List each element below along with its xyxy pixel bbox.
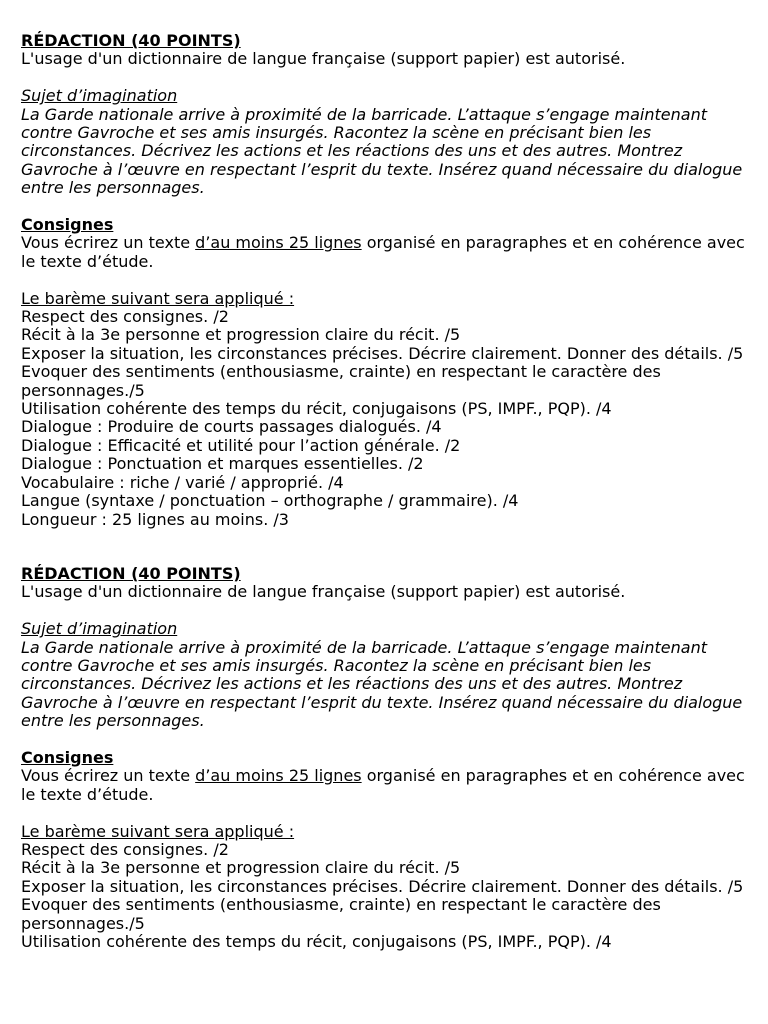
instructions-emphasis: d’au moins 25 lignes [195, 233, 362, 253]
criterion-item: Récit à la 3e personne et progression claire du récit. /5 [21, 858, 461, 878]
redaction-section-1 [21, 32, 748, 529]
criterion-item: Vocabulaire : riche / varié / approprié. /4 [21, 472, 344, 492]
instructions-text [21, 767, 748, 804]
criterion-item: Utilisation cohérente des temps du récit, conjugaisons (PS, IMPF., PQP). /4 [21, 399, 612, 419]
instructions-pre: Vous écrirez un texte [21, 766, 196, 786]
criterion-item: Dialogue : Ponctuation et marques essentielles. /2 [21, 454, 424, 474]
redaction-section-2 [21, 565, 748, 951]
instructions-pre: Vous écrirez un texte [21, 233, 196, 253]
criterion-item: Respect des consignes. /2 [21, 839, 229, 859]
criterion-item: Utilisation cohérente des temps du récit, conjugaisons (PS, IMPF., PQP). /4 [21, 932, 612, 951]
criterion-item: Exposer la situation, les circonstances précises. Décrire clairement. Donner des détails. /5 [21, 343, 744, 363]
grading-label: Le barème suivant sera appliqué : [21, 821, 295, 841]
dictionary-note: L'usage d'un dictionnaire de langue française (support papier) est autorisé. [21, 49, 626, 69]
criterion-item: Respect des consignes. /2 [21, 307, 229, 327]
instructions-emphasis: d’au moins 25 lignes [195, 766, 362, 786]
criteria-list [21, 308, 748, 529]
criterion-item: Récit à la 3e personne et progression claire du récit. /5 [21, 325, 461, 345]
criterion-item: Dialogue : Efficacité et utilité pour l’action générale. /2 [21, 435, 461, 455]
instructions-label: Consignes [21, 747, 114, 767]
instructions-label: Consignes [21, 215, 114, 235]
criterion-item: Longueur : 25 lignes au moins. /3 [21, 509, 289, 529]
section-title: RÉDACTION (40 POINTS) [21, 563, 241, 583]
instructions-post: organisé en paragraphes et en cohérence avec le texte d’étude. [21, 766, 745, 804]
grading-label: Le barème suivant sera appliqué : [21, 288, 295, 308]
section-title: RÉDACTION (40 POINTS) [21, 31, 241, 50]
instructions-post: organisé en paragraphes et en cohérence avec le texte d’étude. [21, 233, 745, 271]
subject-text: La Garde nationale arrive à proximité de la barricade. L’attaque s’engage maintenant contre Gavroche et ses amis insurgés. Racontez la scène en précisant bien les circonstances. Décrivez les actions et les réactions des uns et des autres. Montrez Gavroche à l’œuvre en respectant l’esprit du texte. Insérez quand nécessaire du dialogue entre les personnages. [21, 104, 743, 198]
instructions-text [21, 234, 748, 271]
dictionary-note: L'usage d'un dictionnaire de langue française (support papier) est autorisé. [21, 582, 626, 602]
criterion-item: Langue (syntaxe / ponctuation – orthographe / grammaire). /4 [21, 491, 519, 511]
subject-label: Sujet d’imagination [21, 619, 178, 639]
criterion-item: Evoquer des sentiments (enthousiasme, crainte) en respectant le caractère des personnages./5 [21, 362, 661, 400]
subject-text: La Garde nationale arrive à proximité de la barricade. L’attaque s’engage maintenant contre Gavroche et ses amis insurgés. Racontez la scène en précisant bien les circonstances. Décrivez les actions et les réactions des uns et des autres. Montrez Gavroche à l’œuvre en respectant l’esprit du texte. Insérez quand nécessaire du dialogue entre les personnages. [21, 637, 743, 731]
criteria-list [21, 841, 748, 951]
criterion-item: Dialogue : Produire de courts passages dialogués. /4 [21, 417, 442, 437]
criterion-item: Exposer la situation, les circonstances précises. Décrire clairement. Donner des détails. /5 [21, 876, 744, 896]
criterion-item: Evoquer des sentiments (enthousiasme, crainte) en respectant le caractère des personnages./5 [21, 895, 661, 933]
subject-label: Sujet d’imagination [21, 86, 178, 106]
